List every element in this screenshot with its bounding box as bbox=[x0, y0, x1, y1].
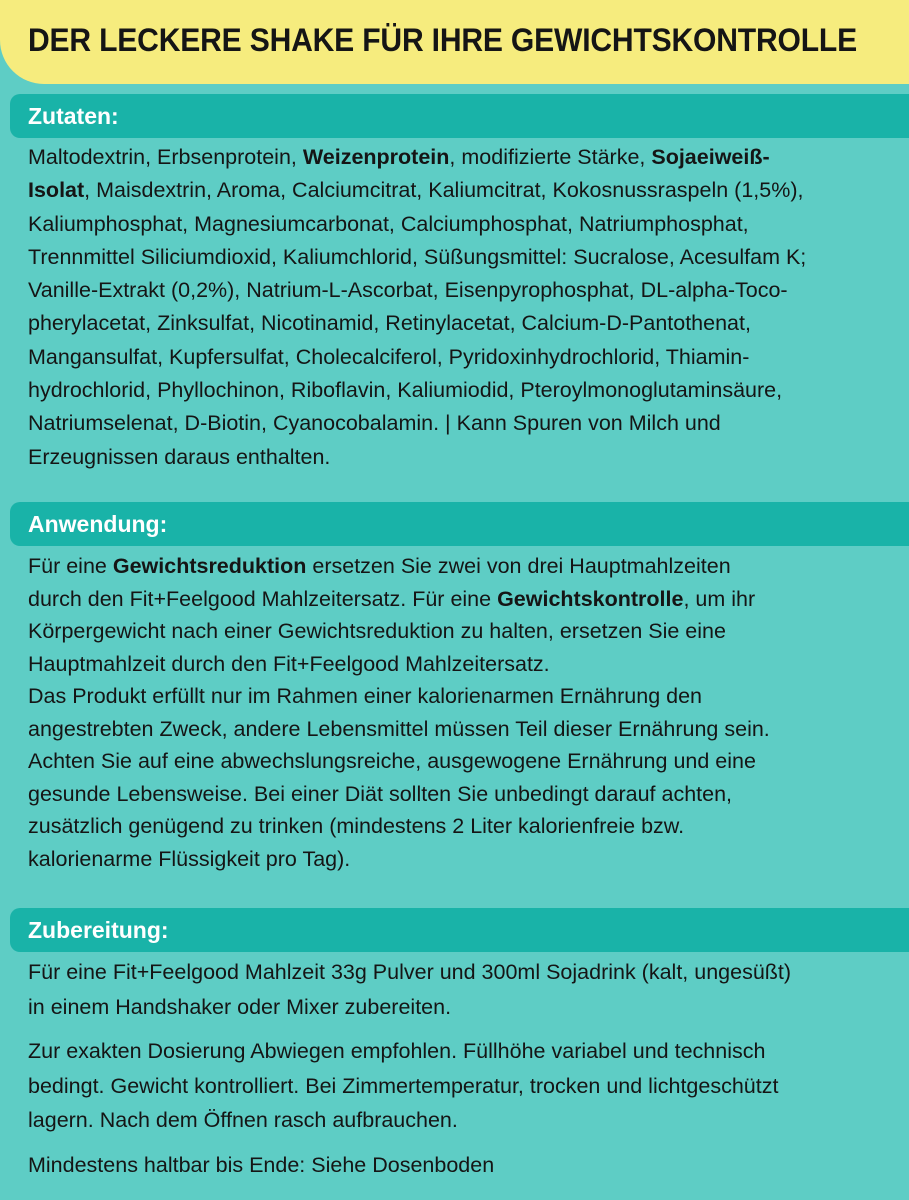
preparation-line: Mindestens haltbar bis Ende: Siehe Dosenboden bbox=[28, 1152, 495, 1177]
section-heading-ingredients: Zutaten: bbox=[28, 103, 119, 129]
section-heading-preparation: Zubereitung: bbox=[28, 917, 169, 943]
text-run: durch den Fit+Feelgood Mahlzeitersatz. Für eine bbox=[28, 586, 498, 611]
ingredients-line bbox=[28, 208, 898, 241]
text-run: , modifizierte Stärke, bbox=[449, 145, 652, 169]
text-run: Kaliumphosphat, Magnesiumcarbonat, Calciumphosphat, Natriumphosphat, bbox=[28, 211, 749, 236]
bold-term: Isolat bbox=[28, 178, 85, 203]
text-run: ersetzen Sie zwei von drei Hauptmahlzeiten bbox=[306, 554, 731, 578]
usage-line bbox=[28, 680, 898, 713]
ingredients-line bbox=[28, 141, 898, 174]
usage-line bbox=[28, 550, 898, 583]
text-run: Achten Sie auf eine abwechslungsreiche, ausgewogene Ernährung und eine bbox=[28, 749, 756, 773]
text-run: pherylacetat, Zinksulfat, Nicotinamid, Retinylacetat, Calcium-D-Pantothenat, bbox=[28, 311, 751, 336]
bold-term: Gewichtskontrolle bbox=[497, 586, 684, 611]
ingredients-text bbox=[28, 141, 898, 474]
text-run: hydrochlorid, Phyllochinon, Riboflavin, Kaliumiodid, Pteroylmonoglutaminsäure, bbox=[28, 378, 783, 403]
usage-line bbox=[28, 713, 898, 746]
text-run: zusätzlich genügend zu trinken (mindestens 2 Liter kalorienfreie bzw. bbox=[28, 814, 685, 838]
usage-line bbox=[28, 843, 898, 876]
text-run: Körpergewicht nach einer Gewichtsreduktion zu halten, ersetzen Sie eine bbox=[28, 619, 726, 643]
ingredients-line bbox=[28, 407, 898, 440]
section-header-ingredients bbox=[10, 94, 909, 138]
text-run: Mangansulfat, Kupfersulfat, Cholecalciferol, Pyridoxinhydrochlorid, Thiamin- bbox=[28, 344, 750, 369]
ingredients-line bbox=[28, 174, 898, 207]
preparation-paragraph bbox=[28, 955, 898, 1024]
ingredients-line bbox=[28, 307, 898, 340]
text-run: Maltodextrin, Erbsenprotein, bbox=[28, 145, 303, 169]
text-run: kalorienarme Flüssigkeit pro Tag). bbox=[28, 846, 351, 871]
text-run: angestrebten Zweck, andere Lebensmittel müssen Teil dieser Ernährung sein. bbox=[28, 716, 770, 741]
text-run: Erzeugnissen daraus enthalten. bbox=[28, 444, 331, 469]
bold-term: Weizenprotein bbox=[302, 145, 450, 169]
section-header-usage bbox=[10, 502, 909, 546]
preparation-line: Für eine Fit+Feelgood Mahlzeit 33g Pulver und 300ml Sojadrink (kalt, ungesüßt) bbox=[28, 960, 792, 984]
preparation-paragraph bbox=[28, 1148, 898, 1183]
preparation-line: in einem Handshaker oder Mixer zubereiten. bbox=[28, 994, 452, 1019]
usage-text bbox=[28, 550, 898, 875]
page-title: DER LECKERE SHAKE FÜR IHRE GEWICHTSKONTROLLE bbox=[28, 22, 857, 58]
bold-term: Gewichtsreduktion bbox=[112, 554, 307, 578]
ingredients-line bbox=[28, 341, 898, 374]
usage-line bbox=[28, 745, 898, 778]
title-banner bbox=[0, 0, 909, 84]
text-run: , Maisdextrin, Aroma, Calciumcitrat, Kaliumcitrat, Kokosnussraspeln (1,5%), bbox=[84, 178, 804, 203]
ingredients-line bbox=[28, 241, 898, 274]
preparation-paragraph bbox=[28, 1034, 898, 1138]
ingredients-line bbox=[28, 441, 898, 474]
ingredients-line bbox=[28, 274, 898, 307]
preparation-line: lagern. Nach dem Öffnen rasch aufbrauchen. bbox=[28, 1108, 458, 1132]
text-run: Vanille-Extrakt (0,2%), Natrium-L-Ascorbat, Eisenpyrophosphat, DL-alpha-Toco- bbox=[28, 278, 788, 303]
text-run: , um ihr bbox=[683, 586, 756, 611]
preparation-text bbox=[28, 955, 898, 1182]
usage-line bbox=[28, 615, 898, 648]
ingredients-line bbox=[28, 374, 898, 407]
text-run: Hauptmahlzeit durch den Fit+Feelgood Mahlzeitersatz. bbox=[28, 651, 550, 676]
usage-line bbox=[28, 810, 898, 843]
text-run: Das Produkt erfüllt nur im Rahmen einer kalorienarmen Ernährung den bbox=[28, 684, 703, 708]
text-run: Trennmittel Siliciumdioxid, Kaliumchlorid, Süßungsmittel: Sucralose, Acesulfam K; bbox=[28, 244, 807, 269]
section-heading-usage: Anwendung: bbox=[28, 511, 168, 537]
section-header-preparation bbox=[10, 908, 909, 952]
text-run: Natriumselenat, D-Biotin, Cyanocobalamin. | Kann Spuren von Milch und bbox=[28, 411, 721, 436]
preparation-line: bedingt. Gewicht kontrolliert. Bei Zimmertemperatur, trocken und lichtgeschützt bbox=[28, 1073, 779, 1098]
text-run: gesunde Lebensweise. Bei einer Diät sollten Sie unbedingt darauf achten, bbox=[28, 781, 733, 806]
text-run: Für eine bbox=[28, 554, 113, 578]
usage-line bbox=[28, 778, 898, 811]
usage-line bbox=[28, 648, 898, 681]
usage-line bbox=[28, 583, 898, 616]
preparation-line: Zur exakten Dosierung Abwiegen empfohlen. Füllhöhe variabel und technisch bbox=[28, 1039, 766, 1063]
bold-term: Sojaeiweiß- bbox=[651, 145, 770, 169]
